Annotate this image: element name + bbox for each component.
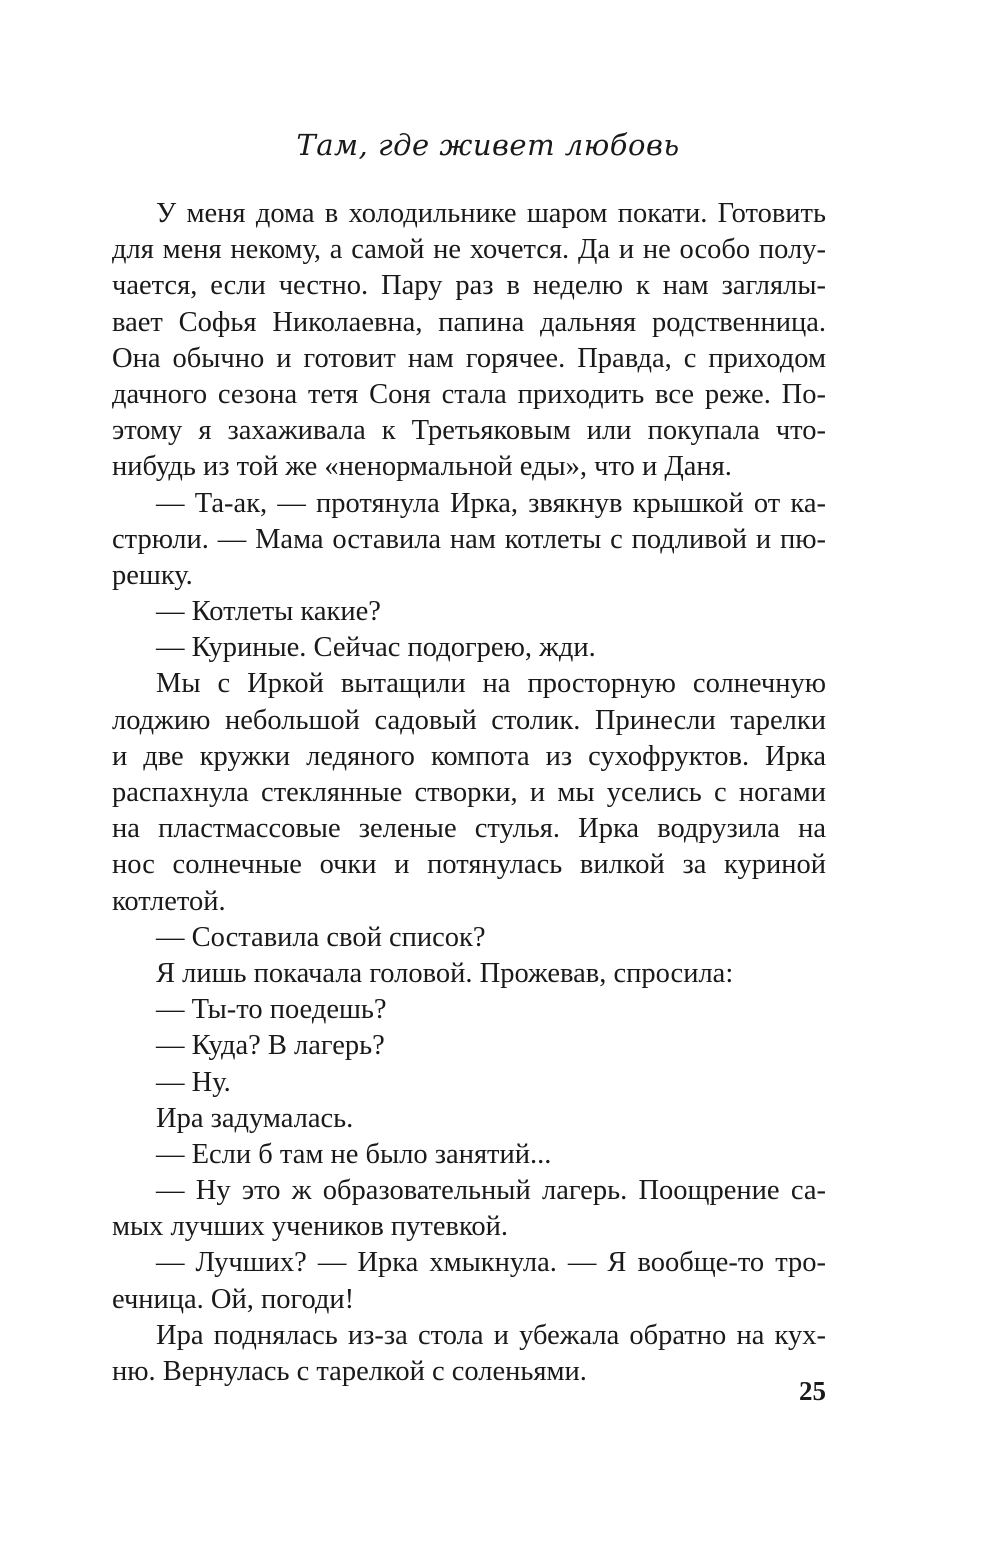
text-line: — Куда? В лагерь? [156,1030,385,1062]
text-line: Ира задумалась. [156,1102,354,1134]
text-line: — Куриные. Сейчас подогрею, жди. [156,632,596,664]
text-line: лоджию небольшой садовый столик. Принесли тарелки [112,704,826,736]
text-line: этому я захаживала к Третьяковым или покупала что- [112,415,826,447]
text-line: — Ну. [156,1066,231,1098]
text-line: Она обычно и готовит нам горячее. Правда, с приходом [112,342,826,374]
text-line: — Лучших? — Ирка хмыкнула. — Я вообще-то тро- [156,1247,826,1279]
text-line: и две кружки ледяного компота из сухофруктов. Ирка [112,740,826,772]
text-line: решку. [112,559,193,591]
text-line: — Если б там не было занятий... [156,1138,552,1170]
text-line: на пластмассовые зеленые стулья. Ирка водрузила на [112,813,826,845]
text-line: — Та-ак, — протянула Ирка, звякнув крышкой от ка- [156,487,826,519]
text-line: — Ну это ж образовательный лагерь. Поощрение са- [156,1175,826,1207]
text-line: ню. Вернулась с тарелкой с соленьями. [112,1356,587,1387]
text-line: нибудь из той же «ненормальной еды», что и Даня. [112,451,732,483]
text-line: — Ты-то поедешь? [156,994,387,1026]
text-line: дачного сезона тетя Соня стала приходить все реже. По- [112,378,826,410]
text-line: для меня некому, а самой не хочется. Да и не особо полу- [112,234,826,266]
text-line: вает Софья Николаевна, папина дальняя родственница. [112,306,826,338]
text-line: Я лишь покачала головой. Прожевав, спросила: [156,957,734,989]
text-line: ечница. Ой, погоди! [112,1283,355,1315]
text-line: распахнула стеклянные створки, и мы уселись с ногами [112,777,826,808]
text-line: стрюли. — Мама оставила нам котлеты с подливой и пю- [112,523,826,555]
text-line: чается, если честно. Пару раз в неделю к нам заглялы- [112,270,826,302]
running-header: Там, где живет любовь [296,128,680,162]
text-line: нос солнечные очки и потянулась вилкой за куриной [112,849,826,881]
text-line: — Составила свой список? [156,921,486,953]
text-line: Мы с Иркой вытащили на просторную солнечную [156,668,826,700]
page-number: 25 [799,1376,826,1406]
text-line: У меня дома в холодильнике шаром покати. Готовить [156,198,826,229]
text-line: мых лучших учеников путевкой. [112,1211,508,1243]
text-line: Ира поднялась из-за стола и убежала обратно на кух- [156,1319,826,1351]
text-line: котлетой. [112,885,226,917]
text-line: — Котлеты какие? [156,596,381,628]
body-text [112,196,826,1390]
